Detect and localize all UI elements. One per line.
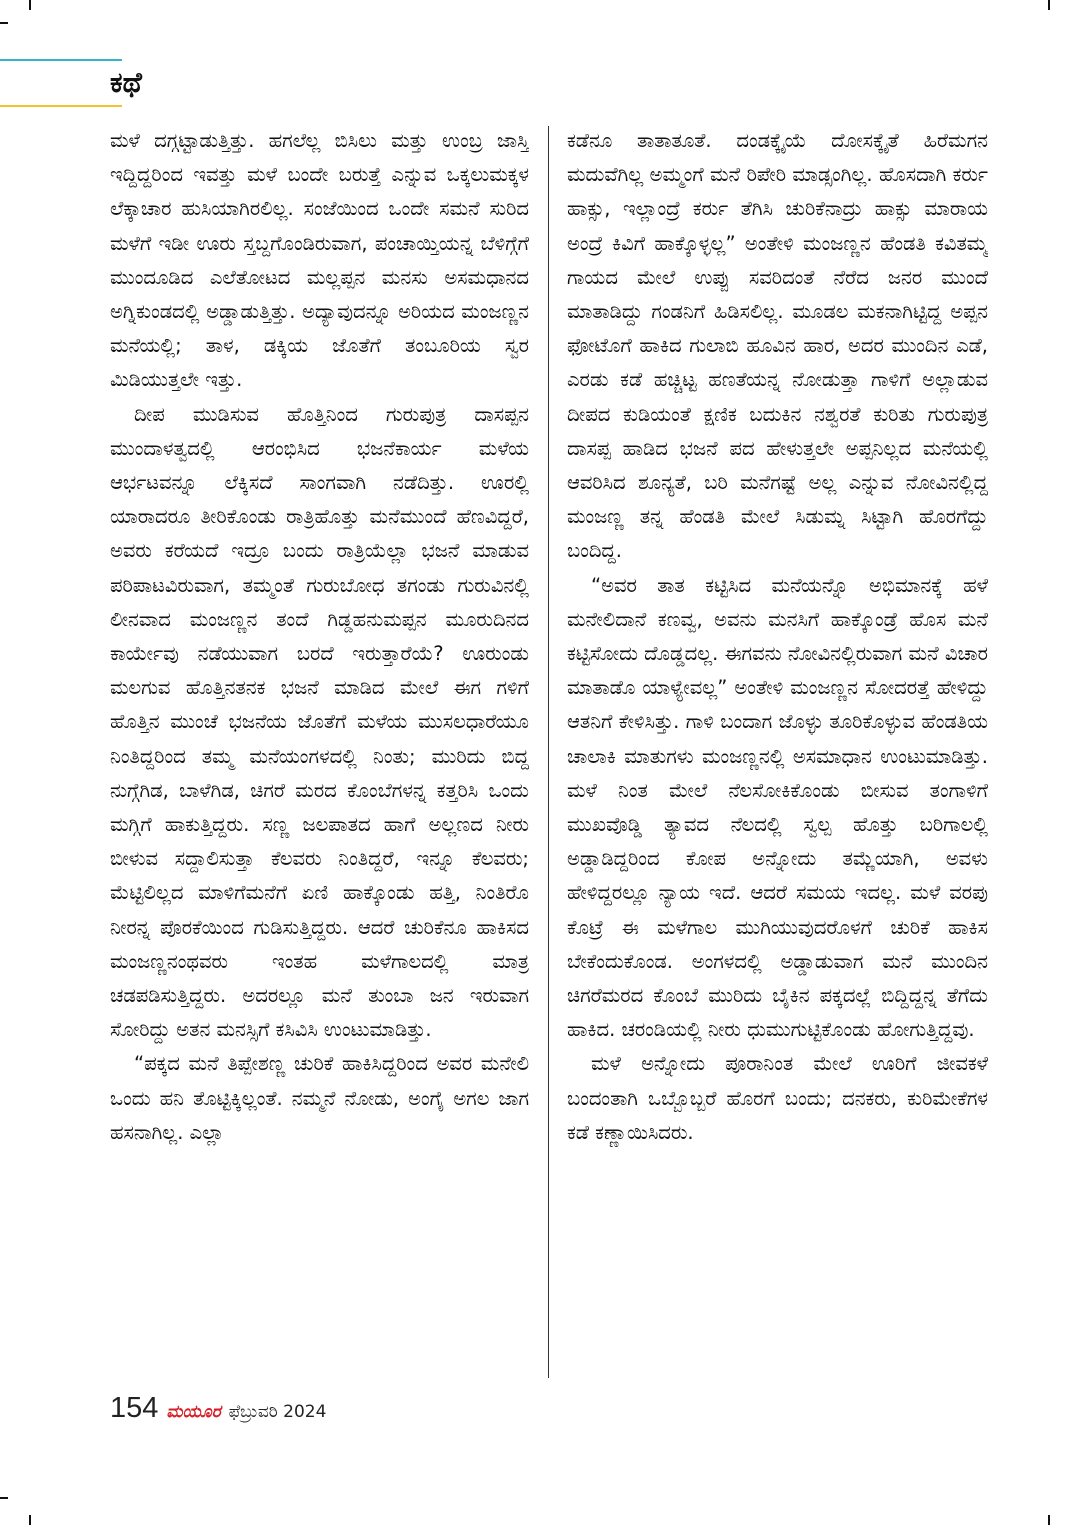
left-column [110,124,529,1384]
crop-mark [0,1497,8,1499]
paragraph: ಮಳೆ ಅನ್ನೋದು ಪೂರಾನಿಂತ ಮೇಲೆ ಊರಿಗೆ ಜೀವಕಳೆ ಬಂದಂತಾಗಿ ಒಬ್ಬೊಬ್ಬರೆ ಹೊರಗೆ ಬಂದು; ದನಕರು, ಕುರಿಮೇಕೆಗಳ ಕಡೆ ಕಣ್ಣಾಯಿಸಿದರು. [567,1052,988,1144]
crop-mark [1048,0,1050,10]
right-column [567,124,988,1384]
crop-mark [29,0,31,10]
section-title: ಕಥೆ [110,66,142,99]
header-rule-bottom [0,105,122,107]
column-divider [548,126,549,1378]
paragraph: ಕಡೆನೂ ತಾತಾತೂತೆ. ದಂಡಕ್ಕೈಯೆ ದೋಸಕ್ಕೈತೆ ಹಿರೆಮಗನ ಮದುವೆಗಿಲ್ಲ ಅಮ್ಮಂಗೆ ಮನೆ ರಿಪೇರಿ ಮಾಡ್ಸಂಗಿಲ್ಲ. ಹೊಸದಾಗಿ ಕರ್ರು ಹಾಕ್ಸು, ಇಲ್ಲಾಂದ್ರೆ ಕರ್ರು ತೆಗಿಸಿ ಚುರಿಕೆನಾದ್ರು ಹಾಕ್ಸು ಮಾರಾಯ ಅಂದ್ರೆ ಕಿವಿಗೆ ಹಾಕ್ಕೊಳ್ಳಲ್ಲ” ಅಂತೇಳಿ ಮಂಜಣ್ಣನ ಹೆಂಡತಿ ಕವಿತಮ್ಮ ಗಾಯದ ಮೇಲೆ ಉಪ್ಪು ಸವರಿದಂತೆ ನೆರೆದ ಜನರ ಮುಂದೆ ಮಾತಾಡಿದ್ದು ಗಂಡನಿಗೆ ಹಿಡಿಸಲಿಲ್ಲ. ಮೂಡಲ ಮಕನಾಗಿಟ್ಟಿದ್ದ ಅಪ್ಪನ ಫೋಟೊಗೆ ಹಾಕಿದ ಗುಲಾಬಿ ಹೂವಿನ ಹಾರ, ಅದರ ಮುಂದಿನ ಎಡೆ, ಎರಡು ಕಡೆ ಹಚ್ಚಿಟ್ಟ ಹಣತೆಯನ್ನ ನೋಡುತ್ತಾ ಗಾಳಿಗೆ ಅಲ್ಲಾಡುವ ದೀಪದ ಕುಡಿಯಂತೆ ಕ್ಷಣಿಕ ಬದುಕಿನ ನಶ್ವರತೆ ಕುರಿತು ಗುರುಪುತ್ರ ದಾಸಪ್ಪ ಹಾಡಿದ ಭಜನೆ ಪದ ಹೇಳುತ್ತಲೇ ಅಪ್ಪನಿಲ್ಲದ ಮನೆಯಲ್ಲಿ ಆವರಿಸಿದ ಶೂನ್ಯತೆ, ಬರಿ ಮನೆಗಷ್ಟೆ ಅಲ್ಲ ಎನ್ನುವ ನೋವಿನಲ್ಲಿದ್ದ ಮಂಜಣ್ಣ ತನ್ನ ಹೆಂಡತಿ ಮೇಲೆ ಸಿಡುಮ್ನ ಸಿಟ್ಟಾಗಿ ಹೊರಗೆದ್ದು ಬಂದಿದ್ದ. [567,129,988,563]
crop-mark [1048,1515,1050,1525]
crop-mark [29,1515,31,1525]
issue-date: ಫೆಬ್ರುವರಿ 2024 [228,1402,327,1422]
header-rule-top [0,59,122,61]
crop-mark [0,22,8,24]
paragraph: “ಪಕ್ಕದ ಮನೆ ತಿಪ್ಪೇಶಣ್ಣ ಚುರಿಕೆ ಹಾಕಿಸಿದ್ದರಿಂದ ಅವರ ಮನೇಲಿ ಒಂದು ಹನಿ ತೊಟ್ಟಿಕ್ಕಿಲ್ಲಂತೆ. ನಮ್ಮನೆ ನೋಡು, ಅಂಗೈ ಅಗಲ ಜಾಗ ಹಸನಾಗಿಲ್ಲ. ಎಲ್ಲಾ [110,1052,529,1144]
paragraph: ದೀಪ ಮುಡಿಸುವ ಹೊತ್ತಿನಿಂದ ಗುರುಪುತ್ರ ದಾಸಪ್ಪನ ಮುಂದಾಳತ್ವದಲ್ಲಿ ಆರಂಭಿಸಿದ ಭಜನೆಕಾರ್ಯ ಮಳೆಯ ಆರ್ಭಟವನ್ನೂ ಲೆಕ್ಕಿಸದೆ ಸಾಂಗವಾಗಿ ನಡೆದಿತ್ತು. ಊರಲ್ಲಿ ಯಾರಾದರೂ ತೀರಿಕೊಂಡು ರಾತ್ರಿಹೊತ್ತು ಮನೆಮುಂದೆ ಹೆಣವಿದ್ದರೆ, ಅವರು ಕರೆಯದೆ ಇದ್ರೂ ಬಂದು ರಾತ್ರಿಯೆಲ್ಲಾ ಭಜನೆ ಮಾಡುವ ಪರಿಪಾಟವಿರುವಾಗ, ತಮ್ಮಂತೆ ಗುರುಬೋಧ ತಗಂಡು ಗುರುವಿನಲ್ಲಿ ಲೀನವಾದ ಮಂಜಣ್ಣನ ತಂದೆ ಗಿಡ್ಡಹನುಮಪ್ಪನ ಮೂರುದಿನದ ಕಾರ್ಯೇವು ನಡೆಯುವಾಗ ಬರದೆ ಇರುತ್ತಾರೆಯೆ? ಊರುಂಡು ಮಲಗುವ ಹೊತ್ತಿನತನಕ ಭಜನೆ ಮಾಡಿದ ಮೇಲೆ ಈಗ ಗಳಿಗೆ ಹೊತ್ತಿನ ಮುಂಚೆ ಭಜನೆಯ ಜೊತೆಗೆ ಮಳೆಯ ಮುಸಲಧಾರೆಯೂ ನಿಂತಿದ್ದರಿಂದ ತಮ್ಮ ಮನೆಯಂಗಳದಲ್ಲಿ ನಿಂತು; ಮುರಿದು ಬಿದ್ದ ನುಗ್ಗೆಗಿಡ, ಬಾಳೆಗಿಡ, ಚಿಗರೆ ಮರದ ಕೊಂಬೆಗಳನ್ನ ಕತ್ತರಿಸಿ ಒಂದು ಮಗ್ಗಿಗೆ ಹಾಕುತ್ತಿದ್ದರು. ಸಣ್ಣ ಜಲಪಾತದ ಹಾಗೆ ಅಲ್ಲಣದ ನೀರು ಬೀಳುವ ಸದ್ದಾಲಿಸುತ್ತಾ ಕೆಲವರು ನಿಂತಿದ್ದರೆ, ಇನ್ನೂ ಕೆಲವರು; ಮೆಟ್ಟಿಲಿಲ್ಲದ ಮಾಳಿಗೆಮನೆಗೆ ಏಣಿ ಹಾಕ್ಕೊಂಡು ಹತ್ತಿ, ನಿಂತಿರೊ ನೀರನ್ನ ಪೊರಕೆಯಿಂದ ಗುಡಿಸುತ್ತಿದ್ದರು. ಆದರೆ ಚುರಿಕೆನೂ ಹಾಕಿಸದ ಮಂಜಣ್ಣನಂಥವರು ಇಂತಹ ಮಳೆಗಾಲದಲ್ಲಿ ಮಾತ್ರ ಚಡಪಡಿಸುತ್ತಿದ್ದರು. ಅದರಲ್ಲೂ ಮನೆ ತುಂಬಾ ಜನ ಇರುವಾಗ ಸೋರಿದ್ದು ಅತನ ಮನಸ್ಸಿಗೆ ಕಸಿವಿಸಿ ಉಂಟುಮಾಡಿತ್ತು. [110,402,529,1042]
paragraph: “ಅವರ ತಾತ ಕಟ್ಟಿಸಿದ ಮನೆಯನ್ನೊ ಅಭಿಮಾನಕ್ಕೆ ಹಳೆ ಮನೇಲಿದಾನೆ ಕಣವ್ವ, ಅವನು ಮನಸಿಗೆ ಹಾಕ್ಕೊಂಡ್ರೆ ಹೊಸ ಮನೆ ಕಟ್ಟಿಸೋದು ದೊಡ್ಡದಲ್ಲ. ಈಗವನು ನೋವಿನಲ್ಲಿರುವಾಗ ಮನೆ ವಿಚಾರ ಮಾತಾಡೊ ಯಾಳ್ಯೇವಲ್ಲ” ಅಂತೇಳಿ ಮಂಜಣ್ಣನ ಸೋದರತ್ತೆ ಹೇಳಿದ್ದು ಆತನಿಗೆ ಕೇಳಿಸಿತ್ತು. ಗಾಳಿ ಬಂದಾಗ ಜೊಳ್ಳು ತೂರಿಕೊಳ್ಳುವ ಹೆಂಡತಿಯ ಚಾಲಾಕಿ ಮಾತುಗಳು ಮಂಜಣ್ಣನಲ್ಲಿ ಅಸಮಾಧಾನ ಉಂಟುಮಾಡಿತ್ತು. ಮಳೆ ನಿಂತ ಮೇಲೆ ನೆಲಸೋಕಿಕೊಂಡು ಬೀಸುವ ತಂಗಾಳಿಗೆ ಮುಖವೊಡ್ಡಿ ತ್ಯಾವದ ನೆಲದಲ್ಲಿ ಸ್ವಲ್ಪ ಹೊತ್ತು ಬರಿಗಾಲಲ್ಲಿ ಅಡ್ಡಾಡಿದ್ದರಿಂದ ಕೋಪ ಅನ್ನೋದು ತಮ್ಣೆಯಾಗಿ, ಅವಳು ಹೇಳಿದ್ದರಲ್ಲೂ ನ್ಯಾಯ ಇದೆ. ಆದರೆ ಸಮಯ ಇದಲ್ಲ. ಮಳೆ ವರಪು ಕೊಟ್ರೆ ಈ ಮಳೆಗಾಲ ಮುಗಿಯುವುದರೊಳಗೆ ಚುರಿಕೆ ಹಾಕಿಸ ಬೇಕೆಂದುಕೊಂಡ. ಅಂಗಳದಲ್ಲಿ ಅಡ್ಡಾಡುವಾಗ ಮನೆ ಮುಂದಿನ ಚಿಗರೆಮರದ ಕೊಂಬೆ ಮುರಿದು ಬೈಕಿನ ಪಕ್ಕದಲ್ಲೆ ಬಿದ್ದಿದ್ದನ್ನ ತೆಗೆದು ಹಾಕಿದ. ಚರಂಡಿಯಲ್ಲಿ ನೀರು ಧುಮುಗುಟ್ಟಿಕೊಂಡು ಹೋಗುತ್ತಿದ್ದವು. [567,573,988,1042]
magazine-logo: ಮಯೂರ [166,1402,221,1422]
page-number: 154 [110,1392,159,1424]
paragraph: ಮಳೆ ದಗ್ಗಟ್ಟಾಡುತ್ತಿತ್ತು. ಹಗಲೆಲ್ಲ ಬಿಸಿಲು ಮತ್ತು ಉಂಬ್ರ ಜಾಸ್ತಿ ಇದ್ದಿದ್ದರಿಂದ ಇವತ್ತು ಮಳೆ ಬಂದೇ ಬರುತ್ತೆ ಎನ್ನುವ ಒಕ್ಕಲುಮಕ್ಕಳ ಲೆಕ್ಕಾಚಾರ ಹುಸಿಯಾಗಿರಲಿಲ್ಲ. ಸಂಜೆಯಿಂದ ಒಂದೇ ಸಮನೆ ಸುರಿದ ಮಳೆಗೆ ಇಡೀ ಊರು ಸ್ತಬ್ದಗೊಂಡಿರುವಾಗ, ಪಂಚಾಯ್ತಿಯನ್ನ ಬೆಳಿಗ್ಗೆಗೆ ಮುಂದೂಡಿದ ಎಲೆತೋಟದ ಮಲ್ಲಪ್ಪನ ಮನಸು ಅಸಮಧಾನದ ಅಗ್ನಿಕುಂಡದಲ್ಲಿ ಅಡ್ಡಾಡುತ್ತಿತ್ತು. ಅದ್ಯಾವುದನ್ನೂ ಅರಿಯದ ಮಂಜಣ್ಣನ ಮನೆಯಲ್ಲಿ; ತಾಳ, ಡಕ್ಕಿಯ ಜೊತೆಗೆ ತಂಬೂರಿಯ ಸ್ವರ ಮಿಡಿಯುತ್ತಲೇ ಇತ್ತು. [110,129,529,392]
page-footer [110,1392,326,1428]
